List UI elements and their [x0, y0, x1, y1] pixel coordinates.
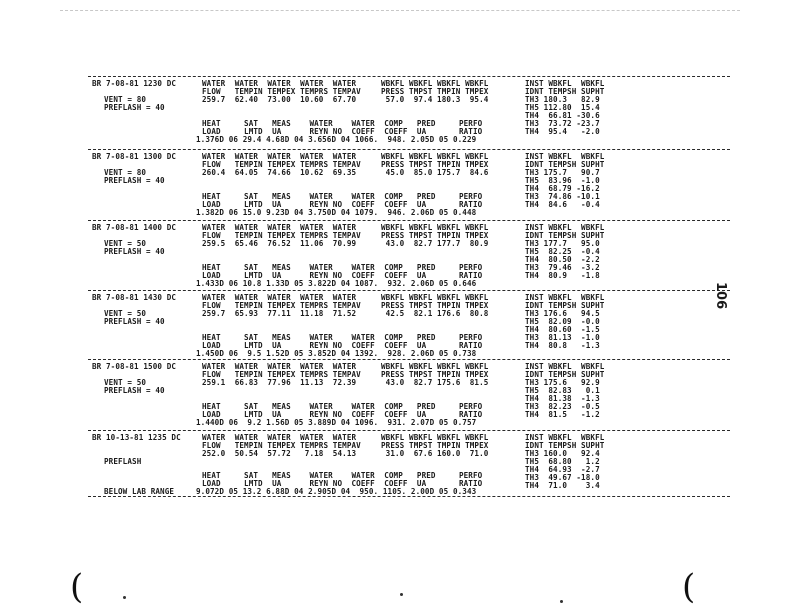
- inst-row: TH4 71.0 3.4: [525, 481, 600, 490]
- record-header: BR 10-13-81 1235 DC: [92, 433, 181, 442]
- scan-speck: [123, 596, 126, 599]
- inst-row: TH3 79.46 -3.2: [525, 263, 600, 272]
- inst-headers-1: INST WBKFL WBKFL: [525, 362, 605, 371]
- preflash-setting: PREFLASH = 40: [104, 247, 165, 256]
- range-note: BELOW LAB RANGE: [104, 487, 175, 496]
- heat-headers-2: LOAD LMTD UA REYN NO COEFF COEFF UA RATIO: [202, 479, 483, 488]
- inst-row: TH3 177.7 95.0: [525, 239, 600, 248]
- inst-row: TH3 49.67 -18.0: [525, 473, 600, 482]
- wbkfl-headers-1: WBKFL WBKFL WBKFL WBKFL: [381, 433, 489, 442]
- preflash-setting: PREFLASH = 40: [104, 386, 165, 395]
- wbkfl-headers-2: PRESS TMPST TMPIN TMPEX: [381, 160, 489, 169]
- binding-hole-mark: (: [70, 567, 84, 607]
- wbkfl-headers-1: WBKFL WBKFL WBKFL WBKFL: [381, 223, 489, 232]
- heat-headers-1: HEAT SAT MEAS WATER WATER COMP PRED PERFO: [202, 333, 483, 342]
- water-values: 259.7 62.40 73.00 10.60 67.70: [202, 95, 357, 104]
- inst-row: TH4 81.38 -1.3: [525, 394, 600, 403]
- wbkfl-values: 42.5 82.1 176.6 80.8: [381, 309, 489, 318]
- record-header: BR 7-08-81 1500 DC: [92, 362, 177, 371]
- inst-row: TH5 82.83 0.1: [525, 386, 600, 395]
- water-headers-2: FLOW TEMPIN TEMPEX TEMPRS TEMPAV: [202, 441, 361, 450]
- vent-setting: VENT = 80: [104, 168, 147, 177]
- heat-values: 1.450D 06 9.5 1.52D 05 3.852D 04 1392. 928. 2.06D 05 0.738: [196, 349, 477, 358]
- water-headers-1: WATER WATER WATER WATER WATER: [202, 79, 357, 88]
- vent-setting: VENT = 80: [104, 95, 147, 104]
- top-faint-rule: [60, 10, 740, 11]
- wbkfl-values: 57.0 97.4 180.3 95.4: [381, 95, 489, 104]
- inst-row: TH4 95.4 -2.0: [525, 127, 600, 136]
- inst-headers-2: IDNT TEMPSH SUPHT: [525, 87, 605, 96]
- record-block: [0, 80, 795, 158]
- record-header: BR 7-08-81 1230 DC: [92, 79, 177, 88]
- wbkfl-headers-2: PRESS TMPST TMPIN TMPEX: [381, 370, 489, 379]
- inst-row: TH5 82.25 -0.4: [525, 247, 600, 256]
- wbkfl-headers-2: PRESS TMPST TMPIN TMPEX: [381, 87, 489, 96]
- preflash-setting: PREFLASH = 40: [104, 103, 165, 112]
- wbkfl-values: 43.0 82.7 175.6 81.5: [381, 378, 489, 387]
- inst-row: TH5 68.80 1.2: [525, 457, 600, 466]
- inst-row: TH3 176.6 94.5: [525, 309, 600, 318]
- wbkfl-headers-1: WBKFL WBKFL WBKFL WBKFL: [381, 79, 489, 88]
- wbkfl-headers-1: WBKFL WBKFL WBKFL WBKFL: [381, 362, 489, 371]
- preflash-setting: PREFLASH = 40: [104, 317, 165, 326]
- inst-headers-2: IDNT TEMPSH SUPHT: [525, 301, 605, 310]
- inst-row: TH5 82.09 -0.0: [525, 317, 600, 326]
- inst-row: TH4 68.79 -16.2: [525, 184, 600, 193]
- water-headers-1: WATER WATER WATER WATER WATER: [202, 293, 357, 302]
- water-headers-1: WATER WATER WATER WATER WATER: [202, 223, 357, 232]
- wbkfl-values: 45.0 85.0 175.7 84.6: [381, 168, 489, 177]
- water-headers-1: WATER WATER WATER WATER WATER: [202, 433, 357, 442]
- wbkfl-headers-1: WBKFL WBKFL WBKFL WBKFL: [381, 152, 489, 161]
- heat-values: 1.433D 06 10.8 1.33D 05 3.822D 04 1087. 932. 2.06D 05 0.646: [196, 279, 477, 288]
- wbkfl-values: 31.0 67.6 160.0 71.0: [381, 449, 489, 458]
- heat-values: 1.382D 06 15.0 9.23D 04 3.750D 04 1079. 946. 2.06D 05 0.448: [196, 208, 477, 217]
- inst-headers-1: INST WBKFL WBKFL: [525, 433, 605, 442]
- water-values: 260.4 64.05 74.66 10.62 69.35: [202, 168, 357, 177]
- wbkfl-values: 43.0 82.7 177.7 80.9: [381, 239, 489, 248]
- inst-row: TH3 160.0 92.4: [525, 449, 600, 458]
- page-number: 106: [713, 282, 728, 310]
- binding-hole-mark: (: [682, 567, 696, 607]
- inst-row: TH3 175.7 90.7: [525, 168, 600, 177]
- wbkfl-headers-2: PRESS TMPST TMPIN TMPEX: [381, 441, 489, 450]
- water-headers-1: WATER WATER WATER WATER WATER: [202, 362, 357, 371]
- inst-headers-1: INST WBKFL WBKFL: [525, 152, 605, 161]
- record-block: [0, 363, 795, 441]
- inst-row: TH4 66.81 -30.6: [525, 111, 600, 120]
- wbkfl-headers-2: PRESS TMPST TMPIN TMPEX: [381, 231, 489, 240]
- water-headers-2: FLOW TEMPIN TEMPEX TEMPRS TEMPAV: [202, 370, 361, 379]
- water-headers-1: WATER WATER WATER WATER WATER: [202, 152, 357, 161]
- heat-headers-1: HEAT SAT MEAS WATER WATER COMP PRED PERFO: [202, 119, 483, 128]
- heat-headers-1: HEAT SAT MEAS WATER WATER COMP PRED PERFO: [202, 402, 483, 411]
- water-values: 252.0 50.54 57.72 7.18 54.13: [202, 449, 357, 458]
- record-header: BR 7-08-81 1430 DC: [92, 293, 177, 302]
- vent-setting: VENT = 50: [104, 309, 147, 318]
- separator-line: [88, 76, 730, 77]
- heat-headers-2: LOAD LMTD UA REYN NO COEFF COEFF UA RATIO: [202, 127, 483, 136]
- record-header: BR 7-08-81 1400 DC: [92, 223, 177, 232]
- inst-headers-2: IDNT TEMPSH SUPHT: [525, 370, 605, 379]
- scan-speck: [560, 600, 563, 603]
- record-block: [0, 153, 795, 231]
- record-block: [0, 224, 795, 302]
- record-block: [0, 434, 795, 512]
- inst-headers-1: INST WBKFL WBKFL: [525, 79, 605, 88]
- heat-values: 1.376D 06 29.4 4.68D 04 3.656D 04 1066. 948. 2.05D 05 0.229: [196, 135, 477, 144]
- heat-values: 9.072D 05 13.2 6.88D 04 2.905D 04 950. 1105. 2.00D 05 0.343: [196, 487, 477, 496]
- record-header: BR 7-08-81 1300 DC: [92, 152, 177, 161]
- vent-setting: VENT = 50: [104, 378, 147, 387]
- inst-headers-2: IDNT TEMPSH SUPHT: [525, 441, 605, 450]
- heat-values: 1.440D 06 9.2 1.56D 05 3.889D 04 1096. 931. 2.07D 05 0.757: [196, 418, 477, 427]
- inst-row: TH4 80.8 -1.3: [525, 341, 600, 350]
- water-headers-2: FLOW TEMPIN TEMPEX TEMPRS TEMPAV: [202, 231, 361, 240]
- heat-headers-2: LOAD LMTD UA REYN NO COEFF COEFF UA RATIO: [202, 410, 483, 419]
- inst-row: TH4 80.9 -1.8: [525, 271, 600, 280]
- inst-row: TH3 180.3 82.9: [525, 95, 600, 104]
- inst-row: TH3 74.86 -10.1: [525, 192, 600, 201]
- water-headers-2: FLOW TEMPIN TEMPEX TEMPRS TEMPAV: [202, 301, 361, 310]
- inst-row: TH5 112.80 15.4: [525, 103, 600, 112]
- heat-headers-2: LOAD LMTD UA REYN NO COEFF COEFF UA RATIO: [202, 200, 483, 209]
- water-headers-2: FLOW TEMPIN TEMPEX TEMPRS TEMPAV: [202, 160, 361, 169]
- inst-headers-2: IDNT TEMPSH SUPHT: [525, 160, 605, 169]
- inst-row: TH3 81.13 -1.0: [525, 333, 600, 342]
- record-block: [0, 294, 795, 372]
- heat-headers-1: HEAT SAT MEAS WATER WATER COMP PRED PERFO: [202, 471, 483, 480]
- water-values: 259.5 65.46 76.52 11.06 70.99: [202, 239, 357, 248]
- heat-headers-1: HEAT SAT MEAS WATER WATER COMP PRED PERFO: [202, 263, 483, 272]
- inst-row: TH4 80.50 -2.2: [525, 255, 600, 264]
- inst-headers-1: INST WBKFL WBKFL: [525, 293, 605, 302]
- water-headers-2: FLOW TEMPIN TEMPEX TEMPRS TEMPAV: [202, 87, 361, 96]
- water-values: 259.7 65.93 77.11 11.18 71.52: [202, 309, 357, 318]
- wbkfl-headers-1: WBKFL WBKFL WBKFL WBKFL: [381, 293, 489, 302]
- inst-row: TH4 84.6 -0.4: [525, 200, 600, 209]
- inst-row: TH5 83.96 -1.0: [525, 176, 600, 185]
- inst-row: TH4 80.60 -1.5: [525, 325, 600, 334]
- inst-row: TH3 73.72 -23.7: [525, 119, 600, 128]
- heat-headers-1: HEAT SAT MEAS WATER WATER COMP PRED PERFO: [202, 192, 483, 201]
- preflash-setting: PREFLASH = 40: [104, 176, 165, 185]
- inst-row: TH4 64.93 -2.7: [525, 465, 600, 474]
- inst-row: TH3 175.6 92.9: [525, 378, 600, 387]
- wbkfl-headers-2: PRESS TMPST TMPIN TMPEX: [381, 301, 489, 310]
- heat-headers-2: LOAD LMTD UA REYN NO COEFF COEFF UA RATIO: [202, 341, 483, 350]
- inst-headers-1: INST WBKFL WBKFL: [525, 223, 605, 232]
- inst-row: TH4 81.5 -1.2: [525, 410, 600, 419]
- inst-row: TH3 82.23 -0.5: [525, 402, 600, 411]
- water-values: 259.1 66.83 77.96 11.13 72.39: [202, 378, 357, 387]
- scan-speck: [400, 593, 403, 596]
- heat-headers-2: LOAD LMTD UA REYN NO COEFF COEFF UA RATIO: [202, 271, 483, 280]
- inst-headers-2: IDNT TEMPSH SUPHT: [525, 231, 605, 240]
- vent-setting: VENT = 50: [104, 239, 147, 248]
- preflash-setting: PREFLASH: [104, 457, 142, 466]
